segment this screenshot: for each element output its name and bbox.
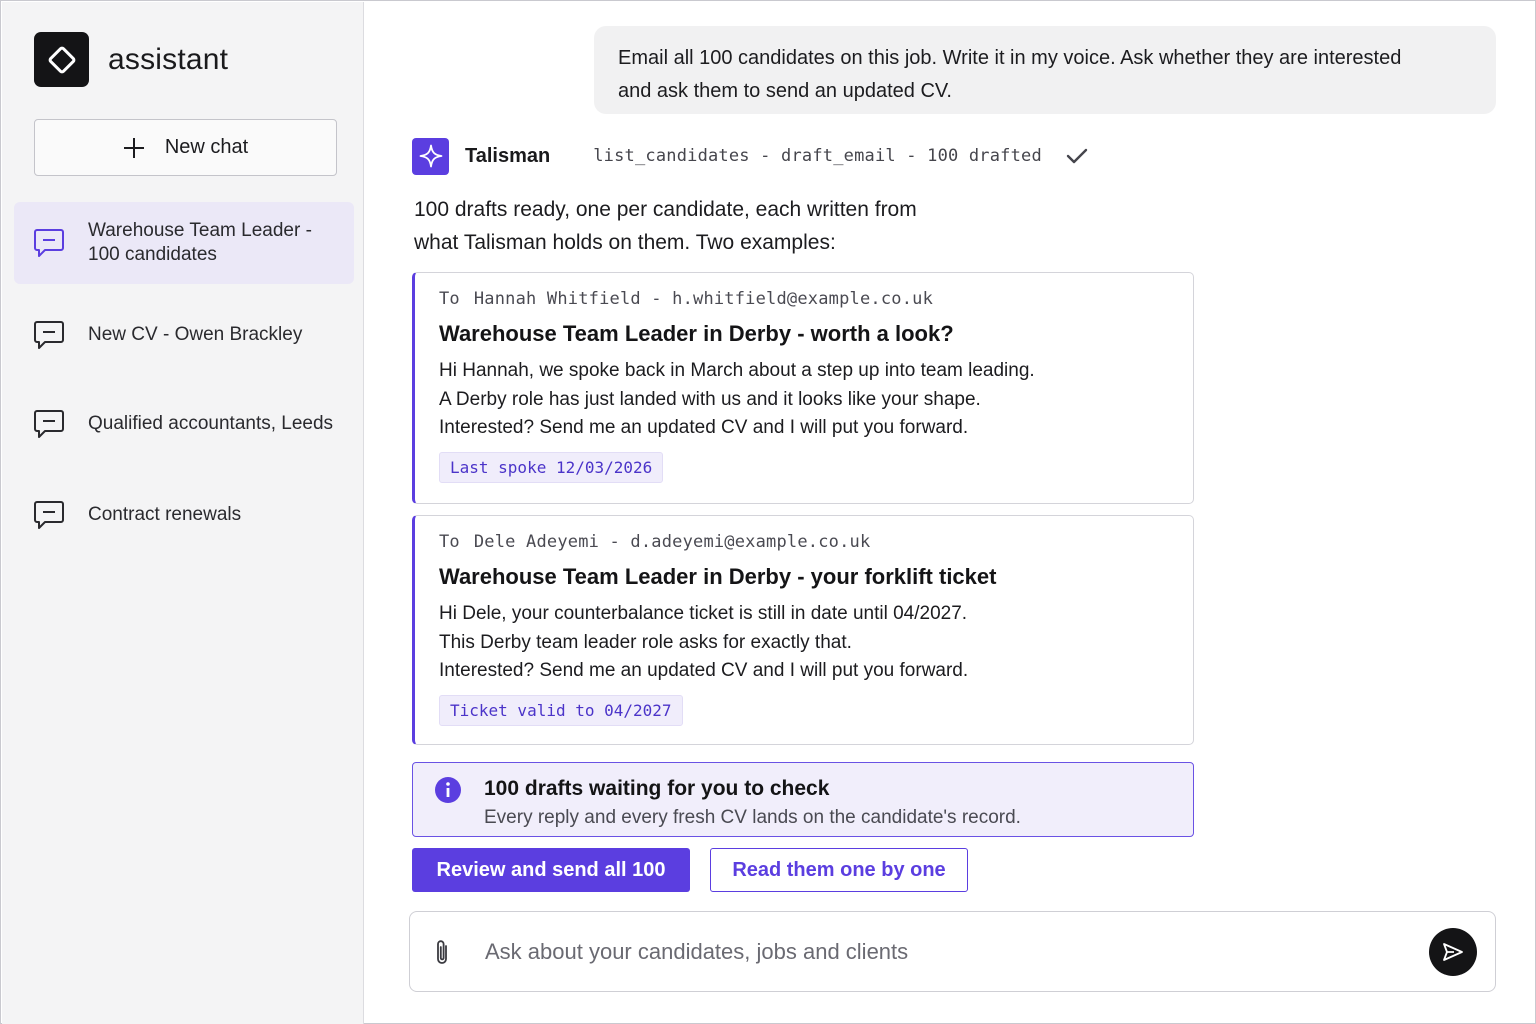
paperclip-icon[interactable] xyxy=(430,938,454,968)
to-label: To xyxy=(439,532,460,552)
email-body-line: A Derby role has just landed with us and it looks like your shape. xyxy=(439,388,981,410)
agent-header xyxy=(412,137,1088,175)
notice-subtitle: Every reply and every fresh CV lands on the candidate's record. xyxy=(484,807,1021,828)
sidebar-item-warehouse-team-leader[interactable] xyxy=(14,202,354,284)
to-label: To xyxy=(439,289,460,309)
composer-placeholder[interactable]: Ask about your candidates, jobs and clients xyxy=(485,939,909,964)
chat-bubble-icon xyxy=(33,228,65,258)
email-subject: Warehouse Team Leader in Derby - your forklift ticket xyxy=(439,564,997,589)
email-body-line: This Derby team leader role asks for exactly that. xyxy=(439,631,852,653)
sidebar-item-new-cv[interactable] xyxy=(14,312,354,358)
sidebar xyxy=(2,2,364,1024)
read-one-by-one-button[interactable]: Read them one by one xyxy=(710,848,968,892)
sidebar-item-label: New CV - Owen Brackley xyxy=(88,324,303,345)
info-icon xyxy=(434,776,462,804)
drafts-notice xyxy=(412,762,1194,837)
notice-title: 100 drafts waiting for you to check xyxy=(484,777,830,800)
agent-message-line: 100 drafts ready, one per candidate, each written from xyxy=(414,198,917,221)
send-icon xyxy=(1441,940,1465,964)
plus-icon xyxy=(123,137,145,159)
agent-name: Talisman xyxy=(465,144,551,167)
chat-bubble-icon xyxy=(33,320,65,350)
email-draft-card[interactable] xyxy=(412,515,1194,745)
sidebar-item-label: Qualified accountants, Leeds xyxy=(88,413,334,434)
recipient-address: Dele Adeyemi - d.adeyemi@example.co.uk xyxy=(473,532,871,552)
review-and-send-button[interactable]: Review and send all 100 xyxy=(412,848,690,892)
diamond-logo-icon xyxy=(34,32,89,87)
message-composer[interactable] xyxy=(409,911,1496,992)
context-tag: Ticket valid to 04/2027 xyxy=(439,695,683,726)
user-message-line: and ask them to send an updated CV. xyxy=(618,80,952,102)
email-recipient xyxy=(439,532,1193,552)
tool-trace: list_candidates - draft_email - 100 drafted xyxy=(593,146,1042,166)
new-chat-button[interactable] xyxy=(34,119,337,176)
chat-bubble-icon xyxy=(33,409,65,439)
email-body-line: Hi Hannah, we spoke back in March about a step up into team leading. xyxy=(439,360,1035,381)
email-subject: Warehouse Team Leader in Derby - worth a look? xyxy=(439,321,954,346)
email-body-line: Hi Dele, your counterbalance ticket is still in date until 04/2027. xyxy=(439,603,968,624)
chat-bubble-icon xyxy=(33,500,65,530)
email-body xyxy=(439,357,1193,443)
agent-message-line: what Talisman holds on them. Two examples: xyxy=(414,231,836,254)
user-message-line: Email all 100 candidates on this job. Write it in my voice. Ask whether they are interested xyxy=(618,47,1402,69)
sidebar-item-label: Contract renewals xyxy=(88,504,242,525)
sidebar-item-qualified-accountants[interactable] xyxy=(14,401,354,447)
sidebar-item-contract-renewals[interactable] xyxy=(14,492,354,538)
email-draft-card[interactable] xyxy=(412,272,1194,504)
email-body xyxy=(439,600,1193,686)
context-tag: Last spoke 12/03/2026 xyxy=(439,452,663,483)
new-chat-label: New chat xyxy=(164,136,249,158)
sparkle-icon xyxy=(412,138,449,175)
email-body-line: Interested? Send me an updated CV and I will put you forward. xyxy=(439,660,969,681)
recipient-address: Hannah Whitfield - h.whitfield@example.co.uk xyxy=(473,289,934,309)
send-button[interactable] xyxy=(1429,928,1477,976)
sidebar-item-sublabel: 100 candidates xyxy=(88,244,217,265)
agent-message xyxy=(414,193,974,259)
check-icon xyxy=(1066,147,1088,165)
email-recipient xyxy=(439,289,1193,309)
sidebar-item-label: Warehouse Team Leader - xyxy=(88,220,312,241)
user-message xyxy=(594,26,1496,114)
brand xyxy=(34,32,228,87)
email-body-line: Interested? Send me an updated CV and I will put you forward. xyxy=(439,417,969,438)
brand-name: assistant xyxy=(108,42,229,76)
